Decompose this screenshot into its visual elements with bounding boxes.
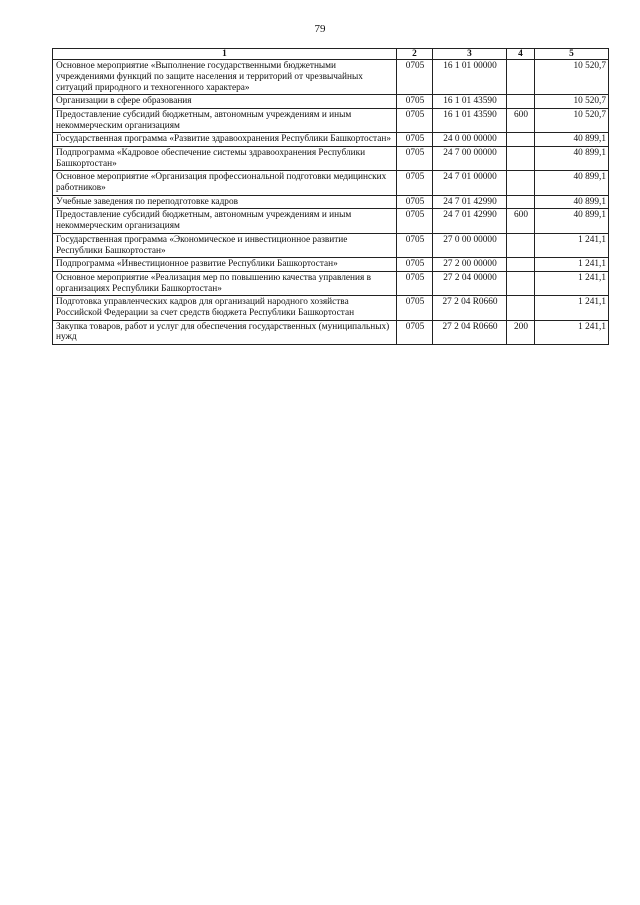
row-amount-cell: 1 241,1 bbox=[535, 233, 609, 257]
table-row bbox=[53, 258, 609, 272]
row-amount-cell: 40 899,1 bbox=[535, 209, 609, 233]
row-type-cell bbox=[507, 258, 535, 272]
header-row bbox=[53, 49, 609, 60]
row-type-cell: 600 bbox=[507, 108, 535, 132]
row-section-cell: 0705 bbox=[397, 147, 433, 171]
row-code-cell: 24 7 01 00000 bbox=[433, 171, 507, 195]
row-code-cell: 16 1 01 00000 bbox=[433, 60, 507, 95]
row-amount-cell: 1 241,1 bbox=[535, 271, 609, 295]
row-type-cell bbox=[507, 147, 535, 171]
table-body bbox=[53, 60, 609, 345]
row-name-cell: Закупка товаров, работ и услуг для обеспечения государственных (муниципальных) нужд bbox=[53, 320, 397, 344]
header-section: 2 bbox=[397, 49, 433, 60]
row-name-cell: Организации в сфере образования bbox=[53, 95, 397, 109]
row-name-cell: Подпрограмма «Инвестиционное развитие Республики Башкортостан» bbox=[53, 258, 397, 272]
row-section-cell: 0705 bbox=[397, 258, 433, 272]
row-name-cell: Подпрограмма «Кадровое обеспечение системы здравоохранения Республики Башкортостан» bbox=[53, 147, 397, 171]
header-amount: 5 bbox=[535, 49, 609, 60]
row-name-cell: Предоставление субсидий бюджетным, автономным учреждениям и иным некоммерческим организациям bbox=[53, 108, 397, 132]
row-code-cell: 27 2 04 00000 bbox=[433, 271, 507, 295]
table-row bbox=[53, 209, 609, 233]
table-header bbox=[53, 49, 609, 60]
table-row bbox=[53, 108, 609, 132]
row-type-cell: 200 bbox=[507, 320, 535, 344]
row-type-cell bbox=[507, 60, 535, 95]
row-section-cell: 0705 bbox=[397, 271, 433, 295]
row-amount-cell: 10 520,7 bbox=[535, 95, 609, 109]
table-row bbox=[53, 171, 609, 195]
row-type-cell bbox=[507, 296, 535, 320]
row-type-cell bbox=[507, 271, 535, 295]
row-amount-cell: 10 520,7 bbox=[535, 108, 609, 132]
row-code-cell: 24 7 01 42990 bbox=[433, 209, 507, 233]
row-code-cell: 24 7 00 00000 bbox=[433, 147, 507, 171]
row-code-cell: 24 0 00 00000 bbox=[433, 133, 507, 147]
row-type-cell bbox=[507, 133, 535, 147]
page-number: 79 bbox=[314, 23, 326, 35]
row-section-cell: 0705 bbox=[397, 209, 433, 233]
table-row bbox=[53, 271, 609, 295]
row-amount-cell: 40 899,1 bbox=[535, 147, 609, 171]
row-code-cell: 24 7 01 42990 bbox=[433, 195, 507, 209]
row-section-cell: 0705 bbox=[397, 95, 433, 109]
row-name-cell: Основное мероприятие «Организация профессиональной подготовки медицинских работников» bbox=[53, 171, 397, 195]
row-code-cell: 27 2 04 R0660 bbox=[433, 320, 507, 344]
row-type-cell bbox=[507, 233, 535, 257]
table-row bbox=[53, 296, 609, 320]
row-type-cell bbox=[507, 195, 535, 209]
header-code: 3 bbox=[433, 49, 507, 60]
header-name: 1 bbox=[53, 49, 397, 60]
row-amount-cell: 1 241,1 bbox=[535, 320, 609, 344]
row-amount-cell: 10 520,7 bbox=[535, 60, 609, 95]
row-amount-cell: 1 241,1 bbox=[535, 258, 609, 272]
row-section-cell: 0705 bbox=[397, 195, 433, 209]
row-section-cell: 0705 bbox=[397, 296, 433, 320]
row-section-cell: 0705 bbox=[397, 320, 433, 344]
row-type-cell bbox=[507, 171, 535, 195]
row-section-cell: 0705 bbox=[397, 60, 433, 95]
row-section-cell: 0705 bbox=[397, 108, 433, 132]
header-type: 4 bbox=[507, 49, 535, 60]
row-type-cell: 600 bbox=[507, 209, 535, 233]
row-code-cell: 27 2 00 00000 bbox=[433, 258, 507, 272]
row-section-cell: 0705 bbox=[397, 171, 433, 195]
row-amount-cell: 40 899,1 bbox=[535, 171, 609, 195]
table-row bbox=[53, 95, 609, 109]
row-name-cell: Предоставление субсидий бюджетным, автономным учреждениям и иным некоммерческим организациям bbox=[53, 209, 397, 233]
row-amount-cell: 40 899,1 bbox=[535, 133, 609, 147]
row-name-cell: Учебные заведения по переподготовке кадров bbox=[53, 195, 397, 209]
table-row bbox=[53, 195, 609, 209]
table-row bbox=[53, 133, 609, 147]
row-code-cell: 27 2 04 R0660 bbox=[433, 296, 507, 320]
row-code-cell: 16 1 01 43590 bbox=[433, 108, 507, 132]
row-section-cell: 0705 bbox=[397, 233, 433, 257]
row-amount-cell: 1 241,1 bbox=[535, 296, 609, 320]
table-row bbox=[53, 320, 609, 344]
row-name-cell: Основное мероприятие «Выполнение государственными бюджетными учреждениями функций по защите населения и территорий от чрезвычайных ситуаций природного и техногенного характера» bbox=[53, 60, 397, 95]
row-name-cell: Государственная программа «Развитие здравоохранения Республики Башкортостан» bbox=[53, 133, 397, 147]
row-amount-cell: 40 899,1 bbox=[535, 195, 609, 209]
table-row bbox=[53, 233, 609, 257]
budget-table bbox=[52, 48, 609, 345]
table-row bbox=[53, 147, 609, 171]
row-name-cell: Основное мероприятие «Реализация мер по повышению качества управления в организациях Республики Башкортостан» bbox=[53, 271, 397, 295]
row-name-cell: Государственная программа «Экономическое и инвестиционное развитие Республики Башкортостан» bbox=[53, 233, 397, 257]
row-name-cell: Подготовка управленческих кадров для организаций народного хозяйства Российской Федерации за счет средств бюджета Республики Башкортостан bbox=[53, 296, 397, 320]
table-row bbox=[53, 60, 609, 95]
row-code-cell: 16 1 01 43590 bbox=[433, 95, 507, 109]
row-type-cell bbox=[507, 95, 535, 109]
row-code-cell: 27 0 00 00000 bbox=[433, 233, 507, 257]
row-section-cell: 0705 bbox=[397, 133, 433, 147]
